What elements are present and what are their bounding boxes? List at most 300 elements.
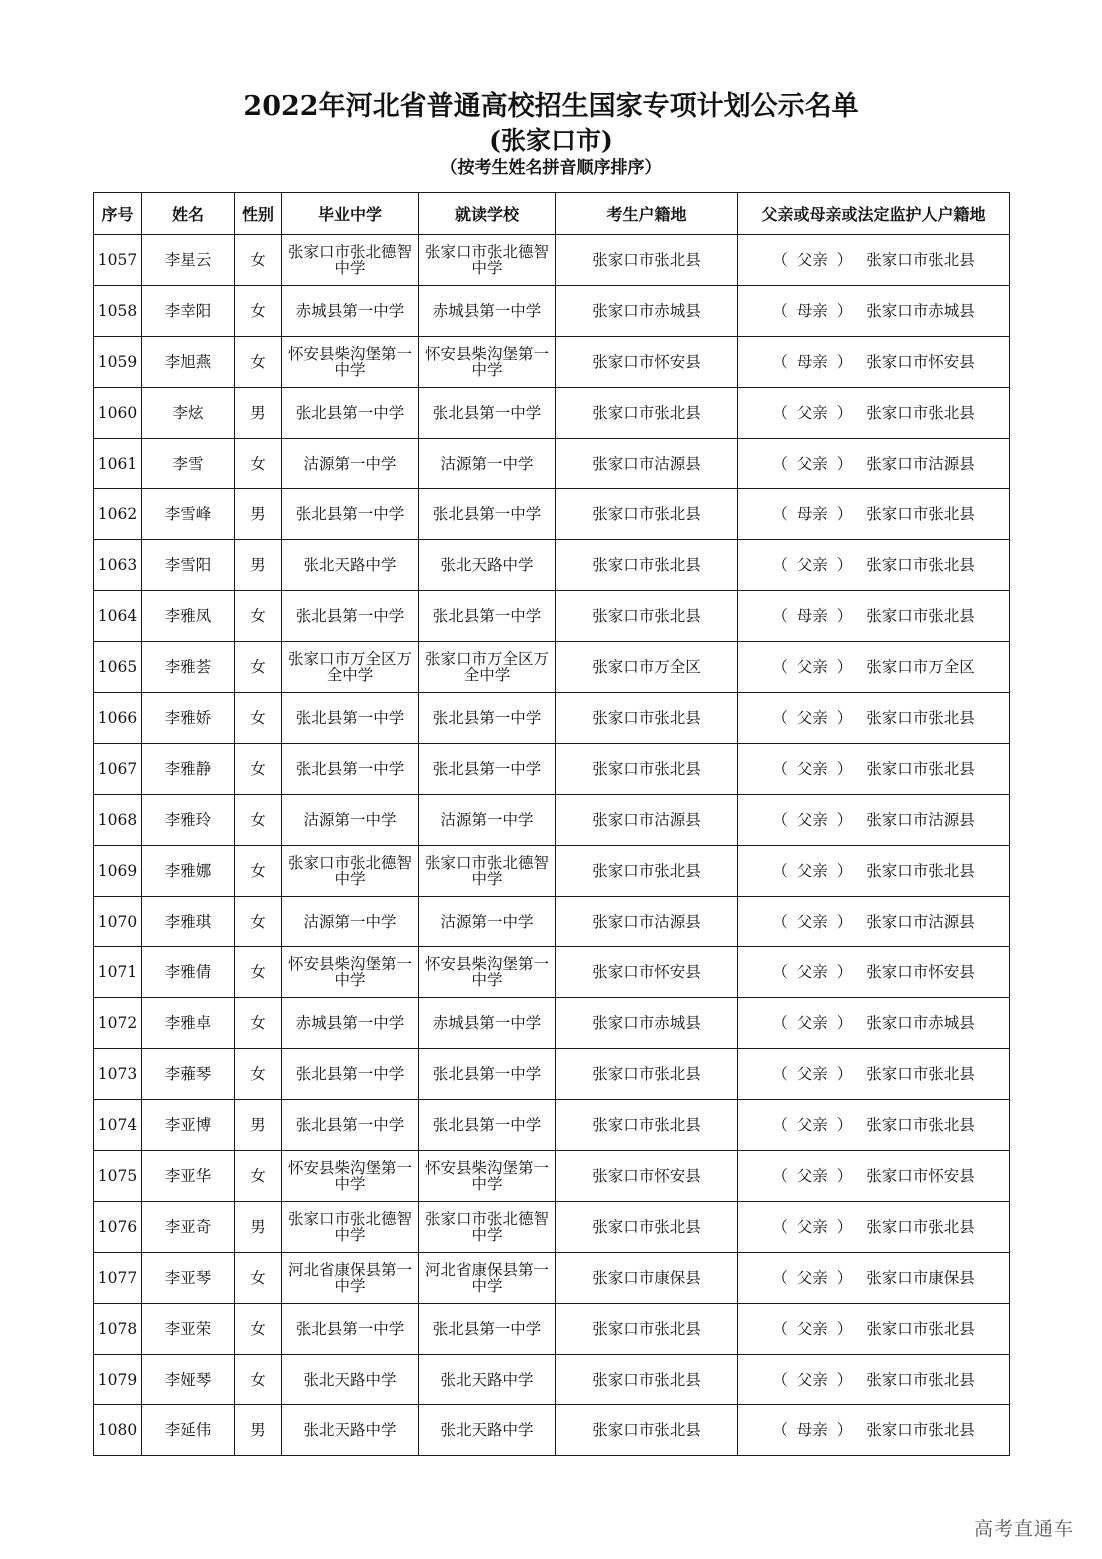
- cell-serial-number: 1077: [94, 1252, 142, 1303]
- cell-serial-number: 1066: [94, 693, 142, 744]
- cell-current-school: 沽源第一中学: [419, 896, 556, 947]
- cell-serial-number: 1064: [94, 591, 142, 642]
- table-row: [94, 896, 1010, 947]
- relation-close-paren: ）: [836, 250, 853, 269]
- cell-name: 李雅娇: [142, 693, 235, 744]
- cell-serial-number: 1058: [94, 285, 142, 336]
- header-serial-number: 序号: [94, 193, 142, 235]
- relation-label: 父亲: [796, 1268, 828, 1287]
- relation-close-paren: ）: [836, 403, 853, 422]
- table-row: [94, 285, 1010, 336]
- cell-guardian: [738, 540, 1010, 591]
- relation-open-paren: （: [772, 403, 788, 422]
- cell-graduation-school: 赤城县第一中学: [282, 998, 419, 1049]
- cell-name: 李雪峰: [142, 489, 235, 540]
- header-name: 姓名: [142, 193, 235, 235]
- cell-name: 李雅荟: [142, 642, 235, 693]
- relation-label: 父亲: [796, 1116, 828, 1135]
- guardian-residence: 张家口市张北县: [866, 505, 975, 524]
- guardian-residence: 张家口市张北县: [866, 1116, 975, 1135]
- cell-serial-number: 1079: [94, 1354, 142, 1405]
- cell-name: 李亚博: [142, 1100, 235, 1151]
- cell-gender: 女: [235, 794, 282, 845]
- relation-close-paren: ）: [836, 1421, 853, 1440]
- relation-open-paren: （: [772, 810, 788, 829]
- guardian-residence: 张家口市张北县: [866, 1421, 975, 1440]
- cell-guardian: [738, 235, 1010, 286]
- cell-gender: 女: [235, 1303, 282, 1354]
- cell-residence: 张家口市张北县: [556, 387, 738, 438]
- relation-close-paren: ）: [836, 1116, 853, 1135]
- roster-table: [93, 192, 1010, 1456]
- cell-serial-number: 1078: [94, 1303, 142, 1354]
- cell-residence: 张家口市沽源县: [556, 896, 738, 947]
- cell-serial-number: 1059: [94, 336, 142, 387]
- relation-open-paren: （: [772, 759, 788, 778]
- cell-name: 李炫: [142, 387, 235, 438]
- relation-label: 父亲: [796, 810, 828, 829]
- table-row: [94, 642, 1010, 693]
- cell-name: 李娅琴: [142, 1354, 235, 1405]
- cell-gender: 女: [235, 845, 282, 896]
- cell-residence: 张家口市康保县: [556, 1252, 738, 1303]
- cell-graduation-school: 张北县第一中学: [282, 743, 419, 794]
- relation-open-paren: （: [772, 1319, 788, 1338]
- relation-close-paren: ）: [836, 1370, 853, 1389]
- relation-close-paren: ）: [836, 1166, 853, 1185]
- guardian-residence: 张家口市赤城县: [866, 301, 975, 320]
- cell-graduation-school: 张北天路中学: [282, 540, 419, 591]
- relation-open-paren: （: [772, 1166, 788, 1185]
- table-row: [94, 387, 1010, 438]
- cell-name: 李亚奇: [142, 1201, 235, 1252]
- table-row: [94, 235, 1010, 286]
- relation-label: 父亲: [796, 250, 828, 269]
- cell-graduation-school: 怀安县柴沟堡第一中学: [282, 336, 419, 387]
- cell-gender: 女: [235, 998, 282, 1049]
- cell-gender: 男: [235, 1405, 282, 1456]
- watermark-text: 高考直通车: [973, 1518, 1074, 1540]
- relation-close-paren: ）: [836, 352, 853, 371]
- cell-current-school: 怀安县柴沟堡第一中学: [419, 1151, 556, 1202]
- relation-close-paren: ）: [836, 607, 853, 626]
- cell-graduation-school: 张北天路中学: [282, 1405, 419, 1456]
- cell-graduation-school: 张北天路中学: [282, 1354, 419, 1405]
- guardian-residence: 张家口市张北县: [866, 759, 975, 778]
- cell-name: 李雅娜: [142, 845, 235, 896]
- cell-gender: 女: [235, 947, 282, 998]
- relation-label: 父亲: [796, 1014, 828, 1033]
- guardian-residence: 张家口市张北县: [866, 556, 975, 575]
- table-row: [94, 489, 1010, 540]
- cell-serial-number: 1071: [94, 947, 142, 998]
- guardian-residence: 张家口市赤城县: [866, 1014, 975, 1033]
- cell-current-school: 张北县第一中学: [419, 1049, 556, 1100]
- guardian-residence: 张家口市张北县: [866, 250, 975, 269]
- cell-graduation-school: 张北县第一中学: [282, 387, 419, 438]
- cell-gender: 女: [235, 1252, 282, 1303]
- table-row: [94, 1252, 1010, 1303]
- cell-name: 李延伟: [142, 1405, 235, 1456]
- cell-guardian: [738, 896, 1010, 947]
- relation-open-paren: （: [772, 556, 788, 575]
- table-row: [94, 1049, 1010, 1100]
- table-row: [94, 998, 1010, 1049]
- table-row: [94, 743, 1010, 794]
- cell-residence: 张家口市赤城县: [556, 285, 738, 336]
- cell-current-school: 沽源第一中学: [419, 794, 556, 845]
- table-row: [94, 1100, 1010, 1151]
- cell-serial-number: 1080: [94, 1405, 142, 1456]
- relation-close-paren: ）: [836, 556, 853, 575]
- relation-close-paren: ）: [836, 708, 853, 727]
- document-title: 2022年河北省普通高校招生国家专项计划公示名单: [243, 91, 859, 122]
- cell-residence: 张家口市张北县: [556, 1303, 738, 1354]
- cell-serial-number: 1063: [94, 540, 142, 591]
- cell-current-school: 怀安县柴沟堡第一中学: [419, 336, 556, 387]
- cell-serial-number: 1061: [94, 438, 142, 489]
- cell-residence: 张家口市沽源县: [556, 438, 738, 489]
- cell-graduation-school: 张家口市万全区万全中学: [282, 642, 419, 693]
- cell-graduation-school: 张北县第一中学: [282, 591, 419, 642]
- relation-close-paren: ）: [836, 1217, 853, 1236]
- guardian-residence: 张家口市张北县: [866, 1065, 975, 1084]
- cell-serial-number: 1067: [94, 743, 142, 794]
- table-row: [94, 1201, 1010, 1252]
- cell-current-school: 张家口市张北德智中学: [419, 845, 556, 896]
- cell-residence: 张家口市万全区: [556, 642, 738, 693]
- relation-close-paren: ）: [836, 912, 853, 931]
- cell-graduation-school: 张北县第一中学: [282, 489, 419, 540]
- relation-label: 父亲: [796, 403, 828, 422]
- cell-gender: 女: [235, 591, 282, 642]
- cell-gender: 女: [235, 1151, 282, 1202]
- cell-graduation-school: 怀安县柴沟堡第一中学: [282, 947, 419, 998]
- cell-current-school: 张北县第一中学: [419, 1303, 556, 1354]
- cell-guardian: [738, 642, 1010, 693]
- cell-gender: 男: [235, 1201, 282, 1252]
- cell-gender: 男: [235, 387, 282, 438]
- guardian-residence: 张家口市沽源县: [866, 454, 975, 473]
- guardian-residence: 张家口市沽源县: [866, 912, 975, 931]
- relation-open-paren: （: [772, 1116, 788, 1135]
- table-row: [94, 1354, 1010, 1405]
- relation-close-paren: ）: [836, 1065, 853, 1084]
- cell-graduation-school: 张北县第一中学: [282, 693, 419, 744]
- relation-open-paren: （: [772, 1370, 788, 1389]
- relation-label: 父亲: [796, 1166, 828, 1185]
- guardian-residence: 张家口市张北县: [866, 607, 975, 626]
- cell-guardian: [738, 336, 1010, 387]
- relation-label: 父亲: [796, 1217, 828, 1236]
- relation-label: 父亲: [796, 708, 828, 727]
- cell-current-school: 赤城县第一中学: [419, 998, 556, 1049]
- relation-label: 父亲: [796, 454, 828, 473]
- cell-current-school: 赤城县第一中学: [419, 285, 556, 336]
- cell-guardian: [738, 1303, 1010, 1354]
- cell-graduation-school: 张家口市张北德智中学: [282, 1201, 419, 1252]
- relation-open-paren: （: [772, 454, 788, 473]
- cell-current-school: 张北天路中学: [419, 1405, 556, 1456]
- cell-graduation-school: 沽源第一中学: [282, 438, 419, 489]
- cell-current-school: 张北天路中学: [419, 540, 556, 591]
- table-row: [94, 1151, 1010, 1202]
- cell-graduation-school: 张北县第一中学: [282, 1049, 419, 1100]
- relation-label: 父亲: [796, 658, 828, 677]
- cell-guardian: [738, 1151, 1010, 1202]
- cell-current-school: 张北县第一中学: [419, 1100, 556, 1151]
- header-residence: 考生户籍地: [556, 193, 738, 235]
- cell-graduation-school: 张家口市张北德智中学: [282, 235, 419, 286]
- cell-guardian: [738, 1201, 1010, 1252]
- cell-name: 李亚荣: [142, 1303, 235, 1354]
- relation-close-paren: ）: [836, 759, 853, 778]
- guardian-residence: 张家口市张北县: [866, 1217, 975, 1236]
- table-row: [94, 794, 1010, 845]
- cell-serial-number: 1057: [94, 235, 142, 286]
- table-row: [94, 1405, 1010, 1456]
- cell-serial-number: 1065: [94, 642, 142, 693]
- relation-open-paren: （: [772, 861, 788, 880]
- relation-close-paren: ）: [836, 963, 853, 982]
- guardian-residence: 张家口市张北县: [866, 1370, 975, 1389]
- table-row: [94, 591, 1010, 642]
- cell-serial-number: 1072: [94, 998, 142, 1049]
- cell-residence: 张家口市赤城县: [556, 998, 738, 1049]
- relation-open-paren: （: [772, 708, 788, 727]
- relation-close-paren: ）: [836, 1014, 853, 1033]
- cell-gender: 男: [235, 1100, 282, 1151]
- table-row: [94, 693, 1010, 744]
- cell-name: 李星云: [142, 235, 235, 286]
- sort-order-note: （按考生姓名拼音顺序排序）: [440, 158, 662, 178]
- cell-residence: 张家口市张北县: [556, 743, 738, 794]
- cell-guardian: [738, 1405, 1010, 1456]
- cell-serial-number: 1068: [94, 794, 142, 845]
- cell-current-school: 张北天路中学: [419, 1354, 556, 1405]
- relation-close-paren: ）: [836, 301, 853, 320]
- cell-serial-number: 1074: [94, 1100, 142, 1151]
- cell-current-school: 张家口市张北德智中学: [419, 235, 556, 286]
- cell-serial-number: 1073: [94, 1049, 142, 1100]
- cell-graduation-school: 张北县第一中学: [282, 1100, 419, 1151]
- cell-residence: 张家口市张北县: [556, 489, 738, 540]
- guardian-residence: 张家口市康保县: [866, 1268, 975, 1287]
- cell-gender: 男: [235, 540, 282, 591]
- relation-close-paren: ）: [836, 658, 853, 677]
- cell-gender: 女: [235, 285, 282, 336]
- table-row: [94, 947, 1010, 998]
- guardian-residence: 张家口市沽源县: [866, 810, 975, 829]
- cell-gender: 女: [235, 336, 282, 387]
- relation-label: 父亲: [796, 1065, 828, 1084]
- cell-guardian: [738, 591, 1010, 642]
- relation-close-paren: ）: [836, 1319, 853, 1338]
- relation-open-paren: （: [772, 352, 788, 371]
- cell-graduation-school: 沽源第一中学: [282, 794, 419, 845]
- cell-residence: 张家口市张北县: [556, 540, 738, 591]
- cell-name: 李雅静: [142, 743, 235, 794]
- cell-guardian: [738, 438, 1010, 489]
- table-row: [94, 540, 1010, 591]
- relation-close-paren: ）: [836, 505, 853, 524]
- cell-guardian: [738, 1252, 1010, 1303]
- cell-name: 李雪: [142, 438, 235, 489]
- header-current-school: 就读学校: [419, 193, 556, 235]
- cell-serial-number: 1060: [94, 387, 142, 438]
- header-guardian-residence: 父亲或母亲或法定监护人户籍地: [738, 193, 1010, 235]
- cell-gender: 女: [235, 1049, 282, 1100]
- relation-label: 母亲: [796, 352, 828, 371]
- cell-name: 李雅倩: [142, 947, 235, 998]
- cell-guardian: [738, 1354, 1010, 1405]
- relation-label: 母亲: [796, 301, 828, 320]
- cell-residence: 张家口市张北县: [556, 591, 738, 642]
- cell-guardian: [738, 743, 1010, 794]
- cell-name: 李幸阳: [142, 285, 235, 336]
- guardian-residence: 张家口市张北县: [866, 861, 975, 880]
- relation-close-paren: ）: [836, 861, 853, 880]
- relation-open-paren: （: [772, 607, 788, 626]
- cell-guardian: [738, 794, 1010, 845]
- header-gender: 性别: [235, 193, 282, 235]
- cell-guardian: [738, 845, 1010, 896]
- cell-current-school: 张北县第一中学: [419, 693, 556, 744]
- header-row: [94, 193, 1010, 235]
- guardian-residence: 张家口市万全区: [866, 658, 975, 677]
- relation-open-paren: （: [772, 1421, 788, 1440]
- cell-guardian: [738, 1100, 1010, 1151]
- cell-name: 李雪阳: [142, 540, 235, 591]
- cell-guardian: [738, 1049, 1010, 1100]
- cell-gender: 女: [235, 642, 282, 693]
- relation-close-paren: ）: [836, 454, 853, 473]
- cell-name: 李雅琪: [142, 896, 235, 947]
- cell-residence: 张家口市怀安县: [556, 336, 738, 387]
- relation-label: 父亲: [796, 1370, 828, 1389]
- cell-guardian: [738, 693, 1010, 744]
- cell-name: 李蕥琴: [142, 1049, 235, 1100]
- guardian-residence: 张家口市怀安县: [866, 352, 975, 371]
- cell-gender: 男: [235, 489, 282, 540]
- relation-close-paren: ）: [836, 1268, 853, 1287]
- relation-open-paren: （: [772, 301, 788, 320]
- cell-residence: 张家口市沽源县: [556, 794, 738, 845]
- table-row: [94, 336, 1010, 387]
- cell-guardian: [738, 998, 1010, 1049]
- relation-open-paren: （: [772, 963, 788, 982]
- relation-label: 母亲: [796, 505, 828, 524]
- cell-residence: 张家口市张北县: [556, 1405, 738, 1456]
- guardian-residence: 张家口市张北县: [866, 708, 975, 727]
- cell-guardian: [738, 489, 1010, 540]
- relation-label: 父亲: [796, 1319, 828, 1338]
- relation-label: 父亲: [796, 912, 828, 931]
- guardian-residence: 张家口市张北县: [866, 403, 975, 422]
- cell-graduation-school: 沽源第一中学: [282, 896, 419, 947]
- relation-open-paren: （: [772, 1065, 788, 1084]
- cell-residence: 张家口市怀安县: [556, 1151, 738, 1202]
- guardian-residence: 张家口市张北县: [866, 1319, 975, 1338]
- cell-graduation-school: 张北县第一中学: [282, 1303, 419, 1354]
- cell-gender: 女: [235, 693, 282, 744]
- cell-graduation-school: 河北省康保县第一中学: [282, 1252, 419, 1303]
- guardian-residence: 张家口市怀安县: [866, 963, 975, 982]
- cell-name: 李雅凤: [142, 591, 235, 642]
- cell-residence: 张家口市张北县: [556, 1201, 738, 1252]
- cell-residence: 张家口市张北县: [556, 1049, 738, 1100]
- document-subtitle: (张家口市): [489, 126, 613, 155]
- cell-graduation-school: 怀安县柴沟堡第一中学: [282, 1151, 419, 1202]
- relation-label: 父亲: [796, 759, 828, 778]
- relation-open-paren: （: [772, 912, 788, 931]
- cell-name: 李旭燕: [142, 336, 235, 387]
- cell-serial-number: 1076: [94, 1201, 142, 1252]
- cell-current-school: 张北县第一中学: [419, 591, 556, 642]
- relation-open-paren: （: [772, 658, 788, 677]
- cell-guardian: [738, 285, 1010, 336]
- cell-serial-number: 1075: [94, 1151, 142, 1202]
- cell-gender: 女: [235, 235, 282, 286]
- cell-guardian: [738, 947, 1010, 998]
- table-body: [94, 235, 1010, 1456]
- cell-serial-number: 1062: [94, 489, 142, 540]
- relation-open-paren: （: [772, 1217, 788, 1236]
- relation-label: 父亲: [796, 963, 828, 982]
- relation-label: 父亲: [796, 861, 828, 880]
- cell-gender: 女: [235, 438, 282, 489]
- header-graduation-school: 毕业中学: [282, 193, 419, 235]
- cell-name: 李亚华: [142, 1151, 235, 1202]
- cell-residence: 张家口市张北县: [556, 693, 738, 744]
- cell-gender: 女: [235, 743, 282, 794]
- cell-residence: 张家口市怀安县: [556, 947, 738, 998]
- relation-open-paren: （: [772, 1268, 788, 1287]
- guardian-residence: 张家口市怀安县: [866, 1166, 975, 1185]
- table-header: [94, 193, 1010, 235]
- cell-graduation-school: 赤城县第一中学: [282, 285, 419, 336]
- cell-current-school: 怀安县柴沟堡第一中学: [419, 947, 556, 998]
- cell-serial-number: 1070: [94, 896, 142, 947]
- relation-close-paren: ）: [836, 810, 853, 829]
- cell-guardian: [738, 387, 1010, 438]
- cell-residence: 张家口市张北县: [556, 1354, 738, 1405]
- cell-residence: 张家口市张北县: [556, 235, 738, 286]
- relation-open-paren: （: [772, 1014, 788, 1033]
- table-row: [94, 438, 1010, 489]
- cell-serial-number: 1069: [94, 845, 142, 896]
- cell-current-school: 张北县第一中学: [419, 743, 556, 794]
- cell-current-school: 沽源第一中学: [419, 438, 556, 489]
- relation-open-paren: （: [772, 250, 788, 269]
- cell-current-school: 张家口市张北德智中学: [419, 1201, 556, 1252]
- relation-open-paren: （: [772, 505, 788, 524]
- cell-name: 李亚琴: [142, 1252, 235, 1303]
- cell-graduation-school: 张家口市张北德智中学: [282, 845, 419, 896]
- cell-name: 李雅卓: [142, 998, 235, 1049]
- cell-current-school: 张家口市万全区万全中学: [419, 642, 556, 693]
- cell-gender: 女: [235, 896, 282, 947]
- relation-label: 母亲: [796, 607, 828, 626]
- table-row: [94, 1303, 1010, 1354]
- relation-label: 父亲: [796, 556, 828, 575]
- cell-name: 李雅玲: [142, 794, 235, 845]
- cell-residence: 张家口市张北县: [556, 1100, 738, 1151]
- cell-current-school: 张北县第一中学: [419, 489, 556, 540]
- relation-label: 母亲: [796, 1421, 828, 1440]
- cell-current-school: 张北县第一中学: [419, 387, 556, 438]
- cell-gender: 女: [235, 1354, 282, 1405]
